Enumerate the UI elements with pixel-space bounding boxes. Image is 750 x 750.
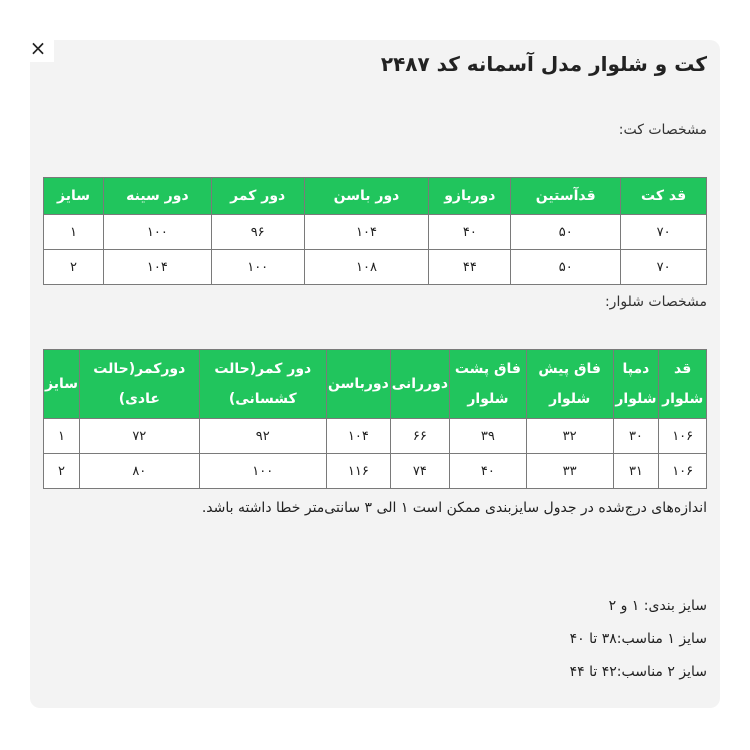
table-row xyxy=(44,250,707,285)
table-cell: ۳۱ xyxy=(613,454,659,489)
table-cell: ۱۰۸ xyxy=(304,250,429,285)
header-waist-stretched: دور کمر(حالت کشسانی) xyxy=(199,350,326,419)
header-size: سایز xyxy=(44,350,80,419)
header-sleeve-length: قدآستین xyxy=(511,178,621,215)
table-cell: ۵۰ xyxy=(511,250,621,285)
jacket-size-table xyxy=(43,177,707,285)
pants-specs-heading: مشخصات شلوار: xyxy=(604,294,707,310)
header-hip-circumference: دورباسن xyxy=(326,350,390,419)
table-cell: ۷۰ xyxy=(621,215,707,250)
header-hip-circumference: دور باسن xyxy=(304,178,429,215)
table-cell: ۹۲ xyxy=(199,419,326,454)
header-jacket-length: قد کت xyxy=(621,178,707,215)
header-back-rise: فاق پشت شلوار xyxy=(450,350,527,419)
available-sizes: سایز بندی: ۱ و ۲ xyxy=(608,598,707,614)
table-cell: ۲ xyxy=(44,250,104,285)
table-cell: ۱۰۰ xyxy=(199,454,326,489)
header-chest-circumference: دور سینه xyxy=(103,178,211,215)
table-cell: ۴۰ xyxy=(450,454,527,489)
pants-size-table xyxy=(43,349,707,489)
table-cell: ۸۰ xyxy=(80,454,200,489)
table-cell: ۱۰۴ xyxy=(103,250,211,285)
close-button[interactable] xyxy=(22,34,54,62)
table-cell: ۱۰۶ xyxy=(659,454,707,489)
table-cell: ۱ xyxy=(44,215,104,250)
table-cell: ۱۰۴ xyxy=(326,419,390,454)
jacket-specs-heading: مشخصات کت: xyxy=(618,122,707,138)
table-cell: ۷۲ xyxy=(80,419,200,454)
table-cell: ۱۰۰ xyxy=(211,250,304,285)
header-size: سایز xyxy=(44,178,104,215)
table-cell: ۳۰ xyxy=(613,419,659,454)
table-cell: ۹۶ xyxy=(211,215,304,250)
header-thigh-circumference: دوررانی xyxy=(390,350,449,419)
table-cell: ۳۲ xyxy=(526,419,613,454)
table-cell: ۲ xyxy=(44,454,80,489)
header-arm-circumference: دوربازو xyxy=(429,178,511,215)
header-front-rise: فاق پیش شلوار xyxy=(526,350,613,419)
table-cell: ۴۴ xyxy=(429,250,511,285)
table-cell: ۱۱۶ xyxy=(326,454,390,489)
table-cell: ۳۹ xyxy=(450,419,527,454)
table-cell: ۶۶ xyxy=(390,419,449,454)
table-header-row xyxy=(44,178,707,215)
table-cell: ۳۳ xyxy=(526,454,613,489)
table-cell: ۱۰۶ xyxy=(659,419,707,454)
table-cell: ۷۴ xyxy=(390,454,449,489)
table-cell: ۴۰ xyxy=(429,215,511,250)
header-pants-length: قد شلوار xyxy=(659,350,707,419)
size-2-fit: سایز ۲ مناسب:۴۲ تا ۴۴ xyxy=(569,664,707,680)
header-waist-normal: دورکمر(حالت عادی) xyxy=(80,350,200,419)
table-cell: ۱۰۴ xyxy=(304,215,429,250)
table-cell: ۷۰ xyxy=(621,250,707,285)
header-hem-width: دمپا شلوار xyxy=(613,350,659,419)
table-row xyxy=(44,419,707,454)
table-header-row xyxy=(44,350,707,419)
product-title: کت و شلوار مدل آسمانه کد ۲۴۸۷ xyxy=(380,52,707,76)
header-waist-circumference: دور کمر xyxy=(211,178,304,215)
table-cell: ۱ xyxy=(44,419,80,454)
size-1-fit: سایز ۱ مناسب:۳۸ تا ۴۰ xyxy=(569,631,707,647)
table-row xyxy=(44,454,707,489)
measurement-note: اندازه‌های درج‌شده در جدول سایزبندی ممکن است ۱ الی ۳ سانتی‌متر خطا داشته باشد. xyxy=(201,500,707,516)
close-icon[interactable]: × xyxy=(29,36,47,60)
product-spec-panel xyxy=(30,40,720,708)
table-row xyxy=(44,215,707,250)
table-cell: ۱۰۰ xyxy=(103,215,211,250)
table-cell: ۵۰ xyxy=(511,215,621,250)
